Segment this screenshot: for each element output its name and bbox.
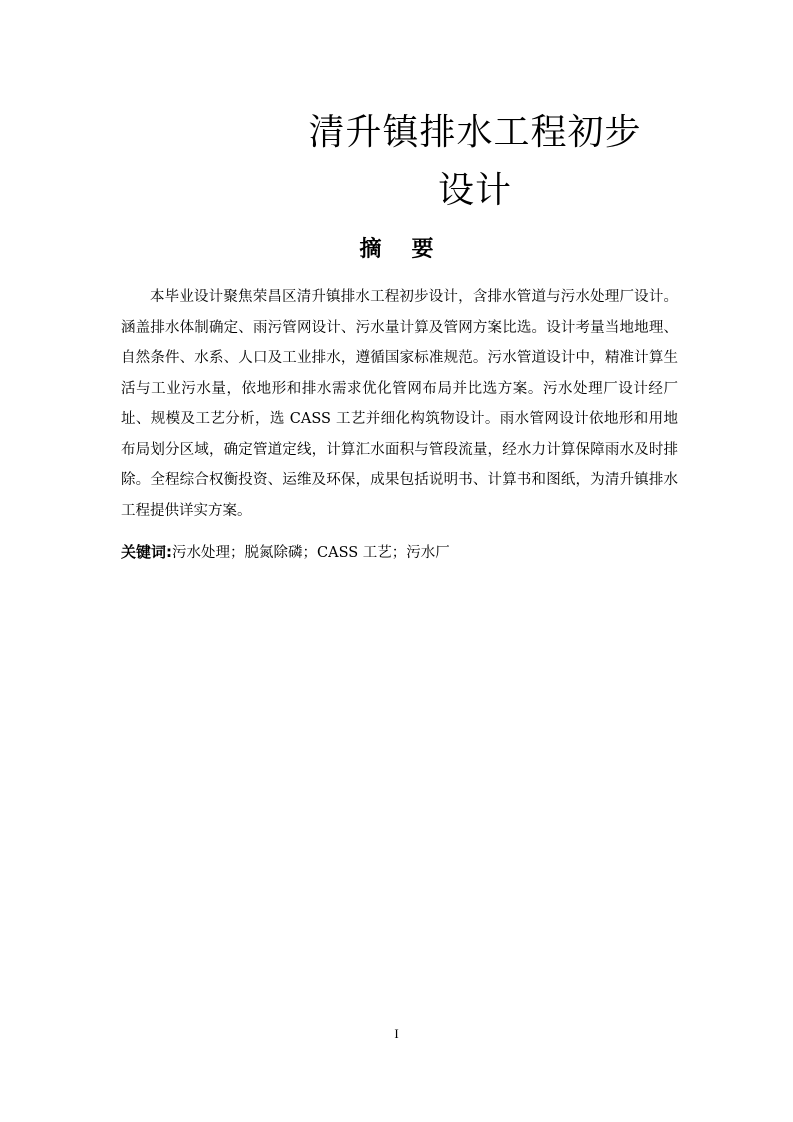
keywords-line (121, 537, 678, 568)
abstract-heading: 摘要 (359, 237, 464, 262)
page-number: I (394, 1026, 399, 1041)
abstract-body: 本毕业设计聚焦荣昌区清升镇排水工程初步设计，含排水管道与污水处理厂设计。涵盖排水体制确定、雨污管网设计、污水量计算及管网方案比选。设计考量当地地理、自然条件、水系、人口及工业排水，遵循国家标准规范。污水管道设计中，精准计算生活与工业污水量，依地形和排水需求优化管网布局并比选方案。污水处理厂设计经厂址、规模及工艺分析，选 CASS 工艺并细化构筑物设计。雨水管网设计依地形和用地布局划分区域，确定管道定线，计算汇水面积与管段流量，经水力计算保障雨水及时排除。全程综合权衡投资、运维及环保，成果包括说明书、计算书和图纸，为清升镇排水工程提供详实方案。 (121, 289, 678, 519)
page-title: 清升镇排水工程初步设计 (308, 112, 642, 211)
keywords-value: 污水处理；脱氮除磷；CASS 工艺；污水厂 (172, 545, 450, 561)
keywords-label: 关键词: (121, 543, 172, 561)
